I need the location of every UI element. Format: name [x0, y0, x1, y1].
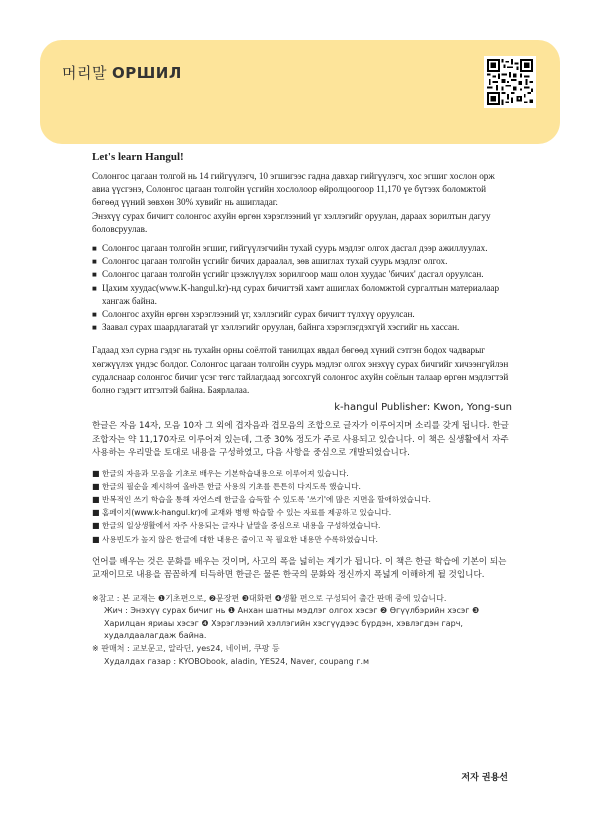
list-item: ■ 한글의 자음과 모음을 기초로 배우는 기본학습내용으로 이루어져 있습니다.: [92, 467, 512, 480]
mn-goals-list: [92, 242, 512, 334]
notes-block: [92, 593, 512, 669]
list-item: ■ Солонгос ахуйн өргөн хэрэглээний үг, хэллэгийг сурах бичигт түлхүү оруулсан.: [92, 308, 512, 321]
mn-intro-paragraph: Солонгос цагаан толгой нь 14 гийгүүлэгч, 10 эгшигээс гадна давхар гийгүүлэгч, хос эгшиг хослон орж авиа үүсгэнэ, Солонгос цагаан толгойн үсгийн хослолоор өйролцоогоор 11,170 үе бүтээх боломжтой бөгөөд үүний зөвхөн 30% хувийг нь ашигладаг.: [92, 171, 495, 208]
list-item: ■ 한글의 필순을 제시하여 올바른 한글 사용의 기초를 튼튼히 다지도록 했습니다.: [92, 480, 512, 493]
ko-intro-paragraph: 한글은 자음 14자, 모음 10자 그 외에 겹자음과 겹모음의 조합으로 글자가 이루어지며 소리를 갖게 됩니다. 한글 조합자는 약 11,170자로 이루어져 있는데, 그중 30% 정도가 주로 사용되고 있습니다. 이 책은 실생활에서 자주 사용하는 우리말을 토대로 내용을 구성하였고, 다음 사항을 중심으로 개발되었습니다.: [92, 421, 509, 459]
list-item: ■ 반복적인 쓰기 학습을 통해 자연스레 한글을 습득할 수 있도록 '쓰기'에 많은 지면을 할애하였습니다.: [92, 493, 512, 506]
list-item: ■ Цахим хуудас(www.K-hangul.kr)-нд сурах бичигтэй хамт ашиглах боломжтой сургалтын материалаар хангаж байна.: [92, 282, 512, 308]
header-banner: [40, 40, 560, 144]
title-mongolian: ОРШИЛ: [111, 64, 182, 82]
list-item: ■ Заавал сурах шаардлагатай үг хэллэгийг оруулан, байнга хэрэглэгдэхгүй хэсгийг нь хассан.: [92, 321, 512, 334]
greeting: Let's learn Hangul!: [92, 151, 184, 163]
note-sellers-ko: ※ 판매처 : 교보문고, 알라딘, yes24, 네이버, 쿠팡 등: [92, 644, 280, 654]
preface-body: [92, 150, 512, 668]
qr-code-icon[interactable]: [484, 56, 536, 108]
list-item: ■ Солонгос цагаан толгойн үсгийг бичих дараалал, зөв ашиглах тухай суурь мэдлэг олгох.: [92, 255, 512, 268]
mn-closing-paragraph: Гадаад хэл сурна гэдэг нь тухайн орны соёлтой танилцах явдал бөгөөд хүний сэтгэн бодох чадварыг хөгжүүлэх үндэс болдог. Солонгос цагаан толгойн суурь мэдлэг олгох энэхүү сурах бичгийг хичээнгүйлэн судалснаар солонгос бичиг үсэг төгс тайлагдаад зогсохгүй солонгос ахуйн соёлын талаар өргөн мэдлэгтэй болно гэдэгт итгэлтэй байна. Баярлалаа.: [92, 345, 509, 396]
note-mn: Жич : Энэхүү сурах бичиг нь ❶ Анхан шатны мэдлэг олгох хэсэг ❷ Өгүүлбэрийн хэсэг ❸ Харилцан яриаы хэсэг ❹ Хэрэглээний хэллэгийн хэсгүүдээс бүрдэн, хэвлэгдэн гарч, худалдаалагдаж байна.: [104, 606, 480, 641]
mn-intro-paragraph-2: Энэхүү сурах бичигт солонгос ахуйн өргөн хэрэглээний үг хэллэгийг оруулан, дараах зорилтын дагуу боловсруулав.: [92, 210, 491, 234]
note-ko: ※참고 : 본 교재는 ❶기초편으로, ❷문장편 ❸대화편 ❹생활 편으로 구성되어 출간 판매 중에 있습니다.: [92, 593, 447, 603]
list-item: ■ 사용빈도가 높지 않은 한글에 대한 내용은 줄이고 꼭 필요한 내용만 수록하였습니다.: [92, 533, 512, 546]
page-title: [62, 62, 182, 83]
title-korean: 머리말: [62, 64, 107, 82]
ko-closing-paragraph: 언어를 배우는 것은 문화를 배우는 것이며, 사고의 폭을 넓히는 계기가 됩니다. 이 책은 한글 학습에 기본이 되는 교재이므로 내용을 꼼꼼하게 터득하면 한글은 물론 한국의 문화와 정신까지 폭넓게 이해하게 될 것입니다.: [92, 556, 507, 581]
list-item: ■ 한글의 일상생활에서 자주 사용되는 글자나 낱말을 중심으로 내용을 구성하였습니다.: [92, 519, 512, 532]
list-item: ■ Солонгос цагаан толгойн үсгийг цээжлүүлэх зорилгоор маш олон хуудас 'бичих' дасгал оруулсан.: [92, 268, 512, 281]
list-item: ■ Солонгос цагаан толгойн эгшиг, гийгүүлэгчийн тухай суурь мэдлэг олгох дасгал дээр ажиллуулах.: [92, 242, 512, 255]
publisher-signature: k-hangul Publisher: Kwon, Yong-sun: [334, 402, 512, 414]
list-item: ■ 홈페이지(www.k-hangul.kr)에 교재와 병행 학습할 수 있는 자료를 제공하고 있습니다.: [92, 506, 512, 519]
author-name: 저자 권용선: [461, 773, 508, 783]
ko-goals-list: [92, 467, 512, 546]
note-sellers-mn: Худалдах газар : KYOBObook, aladin, YES24, Naver, coupang г.м: [104, 656, 370, 666]
